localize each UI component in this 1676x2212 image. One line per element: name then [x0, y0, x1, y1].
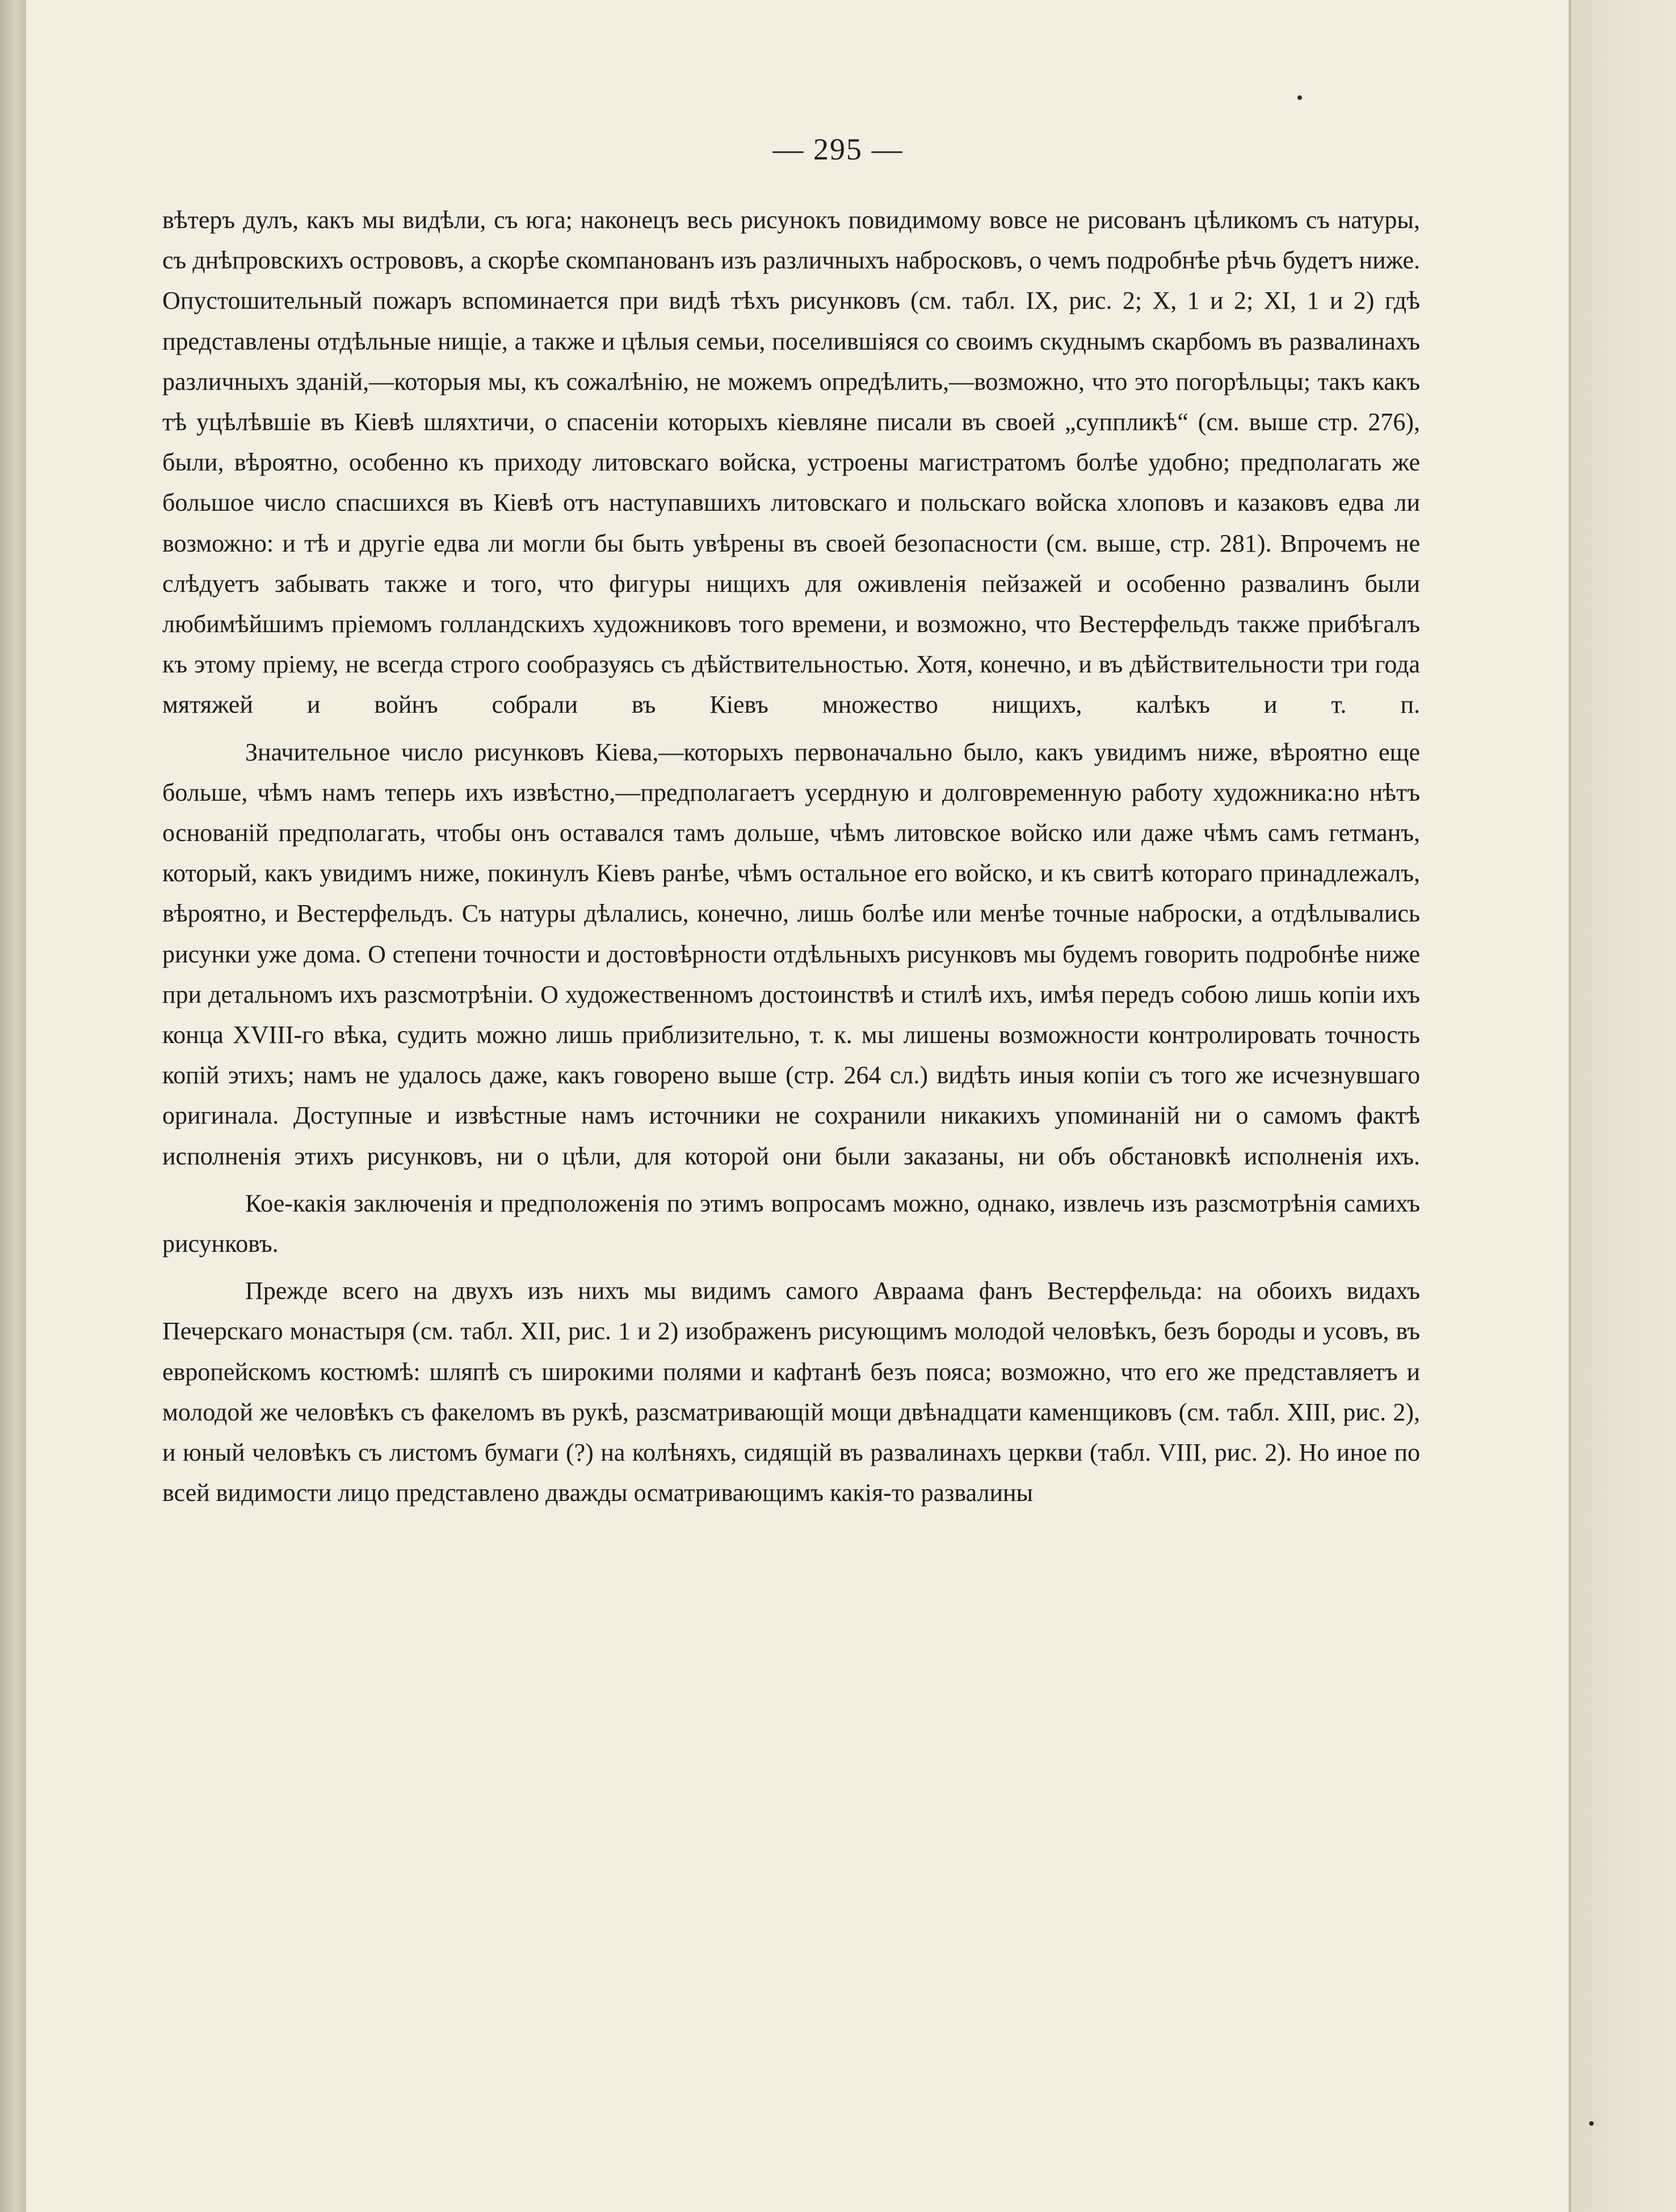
page-speck: [1297, 95, 1302, 100]
left-page-edge: [0, 0, 28, 2212]
paragraph-4: Прежде всего на двухъ изъ нихъ мы видимъ самого Авраама фанъ Вестерфельда: на обоихъ видахъ Печерскаго монастыря (см. табл. XII, рис. 1 и 2) изображенъ рисующимъ молодой человѣкъ, безъ бороды и усовъ, въ европейскомъ костюмѣ: шляпѣ съ широкими полями и кафтанѣ безъ пояса; возможно, что его же представляетъ и молодой же человѣкъ съ факеломъ въ рукѣ, разсматривающій мощи двѣнадцати каменщиковъ (см. табл. XIII, рис. 2), и юный человѣкъ съ листомъ бумаги (?) на колѣняхъ, сидящій въ развалинахъ церкви (табл. VIII, рис. 2). Но иное по всей видимости лицо представлено дважды осматривающимъ какія-то развалины: [162, 1277, 1420, 1507]
body-text: [162, 200, 1420, 1520]
page-speck: [1589, 2121, 1594, 2126]
right-page-margin: [1569, 0, 1676, 2212]
paragraph-2: Значительное число рисунковъ Кіева,—которыхъ первоначально было, какъ увидимъ ниже, вѣроятно еще больше, чѣмъ намъ теперь ихъ извѣстно,—предполагаетъ усердную и долговременную работу художника:но нѣтъ основаній предполагать, чтобы онъ оставался тамъ дольше, чѣмъ литовское войско или даже чѣмъ самъ гетманъ, который, какъ увидимъ ниже, покинулъ Кіевъ ранѣе, чѣмъ остальное его войско, и къ свитѣ котораго принадлежалъ, вѣроятно, и Вестерфельдъ. Съ натуры дѣлались, конечно, лишь болѣе или менѣе точные наброски, а отдѣлывались рисунки уже дома. О степени точности и достовѣрности отдѣльныхъ рисунковъ мы будемъ говорить подробнѣе ниже при детальномъ ихъ разсмотрѣніи. О художественномъ достоинствѣ и стилѣ ихъ, имѣя передъ собою лишь копіи ихъ конца XVIII-го вѣка, судить можно лишь приблизительно, т. к. мы лишены возможности контролировать точность копій этихъ; намъ не удалось даже, какъ говорено выше (стр. 264 сл.) видѣть иныя копіи съ того же исчезнувшаго оригинала. Доступные и извѣстные намъ источники не сохранили никакихъ упоминаній ни о самомъ фактѣ исполненія этихъ рисунковъ, ни о цѣли, для которой они были заказаны, ни объ обстановкѣ исполненія ихъ.: [162, 738, 1420, 1170]
paragraph-1: вѣтеръ дулъ, какъ мы видѣли, съ юга; наконецъ весь рисунокъ повидимому вовсе не рисованъ цѣликомъ съ натуры, съ днѣпровскихъ острововъ, а скорѣе скомпанованъ изъ различныхъ набросковъ, о чемъ подробнѣе рѣчь будетъ ниже. Опустошительный пожаръ вспоминается при видѣ тѣхъ рисунковъ (см. табл. IX, рис. 2; X, 1 и 2; XI, 1 и 2) гдѣ представлены отдѣльные нищіе, а также и цѣлыя семьи, поселившіяся со своимъ скуднымъ скарбомъ въ развалинахъ различныхъ зданій,—которыя мы, къ сожалѣнію, не можемъ опредѣлить,—возможно, что это погорѣльцы; такъ какъ тѣ уцѣлѣвшіе въ Кіевѣ шляхтичи, о спасеніи которыхъ кіевляне писали въ своей „суппликѣ“ (см. выше стр. 276), были, вѣроятно, особенно къ приходу литовскаго войска, устроены магистратомъ болѣе удобно; предполагать же большое число спасшихся въ Кіевѣ отъ наступавшихъ литовскаго и польскаго войска хлоповъ и казаковъ едва ли возможно: и тѣ и другіе едва ли могли бы быть увѣрены въ своей безопасности (см. выше, стр. 281). Впрочемъ не слѣдуетъ забывать также и того, что фигуры нищихъ для оживленія пейзажей и особенно развалинъ были любимѣйшимъ пріемомъ голландскихъ художниковъ того времени, и возможно, что Вестерфельдъ также прибѣгалъ къ этому пріему, не всегда строго сообразуясь съ дѣйствительностью. Хотя, конечно, и въ дѣйствительности три года мятяжей и войнъ собрали въ Кіевъ множество нищихъ, калѣкъ и т. п.: [162, 206, 1420, 719]
page-number: — 295 —: [772, 132, 904, 166]
paragraph-3: Кое-какія заключенія и предположенія по этимъ вопросамъ можно, однако, извлечь изъ разсмотрѣнія самихъ рисунковъ.: [162, 1189, 1420, 1258]
